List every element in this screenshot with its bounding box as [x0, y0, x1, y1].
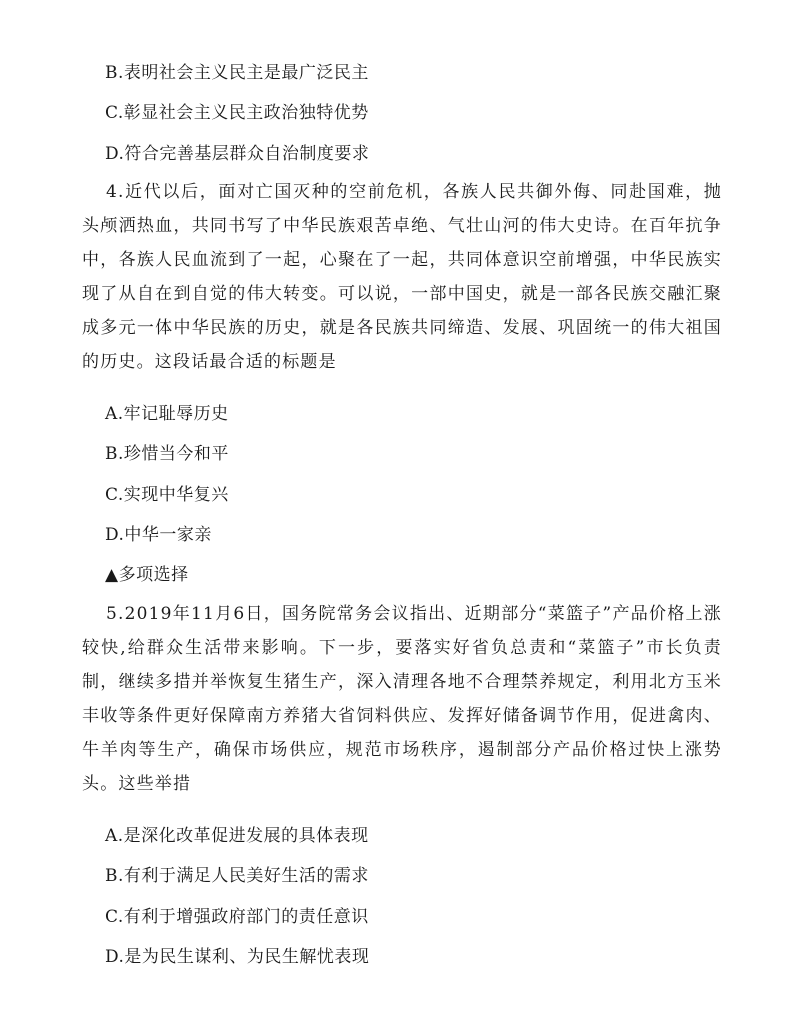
section-heading-multiple-choice: ▲多项选择 [105, 565, 189, 585]
q5-option-d: D.是为民生谋利、为民生解忧表现 [105, 947, 370, 967]
q5-option-c: C.有利于增强政府部门的责任意识 [105, 907, 369, 927]
q3-option-c: C.彰显社会主义民主政治独特优势 [105, 103, 369, 123]
q5-option-a: A.是深化改革促进发展的具体表现 [105, 826, 369, 846]
q5-stem: 5.2019年11月6日，国务院常务会议指出、近期部分“菜篮子”产品价格上涨较快,给群众生活带来影响。下一步，要落实好省负总责和“菜篮子”市长负责制，继续多措并举恢复生猪生产，深入清理各地不合理禁养规定，利用北方玉米丰收等条件更好保障南方养猪大省饲料供应、发挥好储备调节作用，促进禽肉、牛羊肉等生产，确保市场供应，规范市场秩序，遏制部分产品价格过快上涨势头。这些举措 [82, 604, 722, 794]
q4-option-c: C.实现中华复兴 [105, 485, 229, 505]
q4-option-a: A.牢记耻辱历史 [105, 404, 229, 424]
q4-option-b: B.珍惜当今和平 [105, 444, 229, 464]
q5-option-b: B.有利于满足人民美好生活的需求 [105, 866, 369, 886]
q4-option-d: D.中华一家亲 [105, 525, 212, 545]
q3-option-d: D.符合完善基层群众自治制度要求 [105, 144, 370, 164]
q4-stem: 4.近代以后，面对亡国灭种的空前危机，各族人民共御外侮、同赴国难，抛头颅洒热血，共同书写了中华民族艰苦卓绝、气壮山河的伟大史诗。在百年抗争中，各族人民血流到了一起，心聚在了一起，共同体意识空前增强，中华民族实现了从自在到自觉的伟大转变。可以说，一部中国史，就是一部各民族交融汇聚成多元一体中华民族的历史，就是各民族共同缔造、发展、巩固统一的伟大祖国的历史。这段话最合适的标题是 [82, 182, 722, 372]
q3-option-b: B.表明社会主义民主是最广泛民主 [105, 63, 369, 83]
